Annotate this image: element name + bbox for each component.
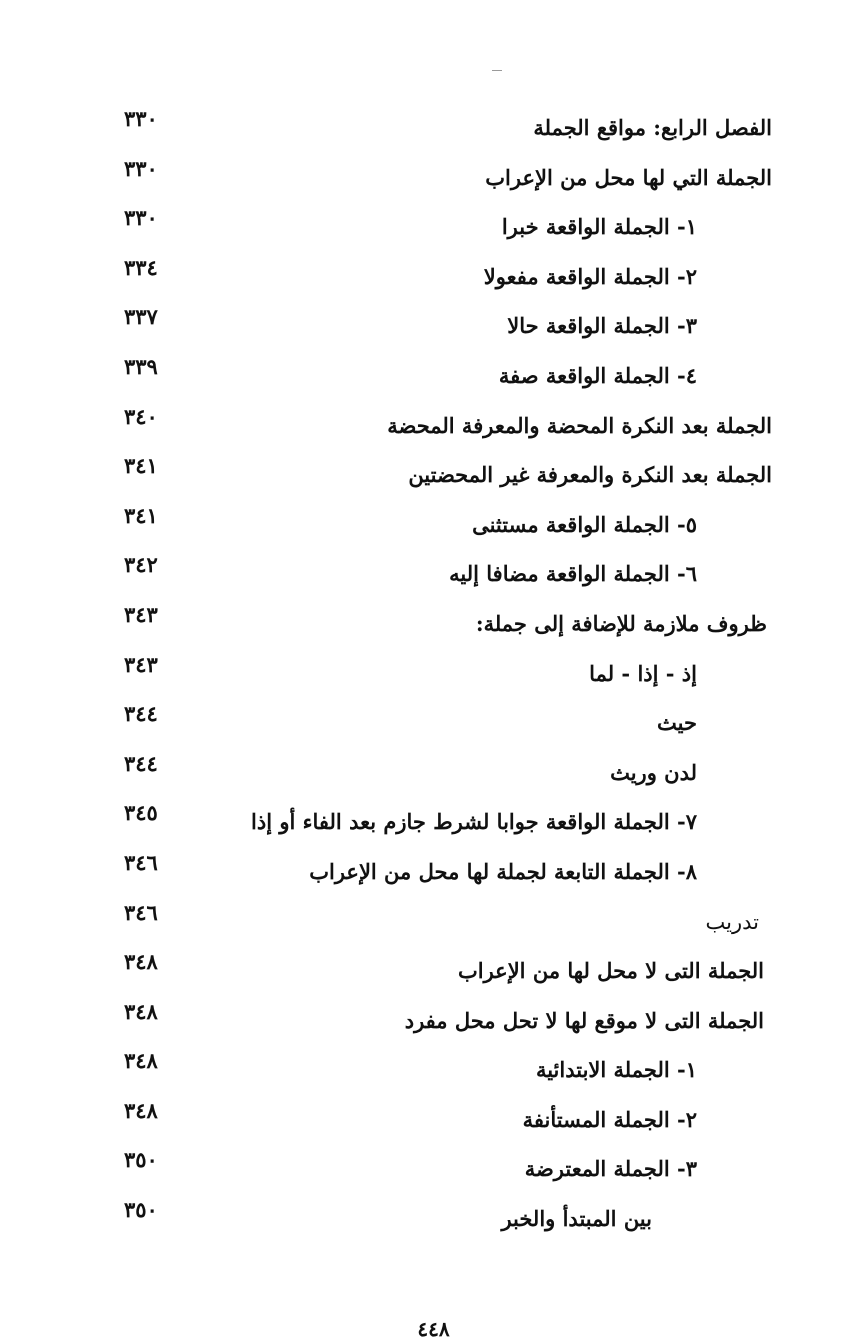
toc-entry-page: ٣٤٨ (124, 1097, 158, 1123)
toc-entry (0, 303, 867, 353)
toc-entry-title: ٣- الجملة المعترضة (524, 1156, 697, 1182)
toc-entry-title: بين المبتدأ والخبر (501, 1206, 652, 1232)
toc-entry-page: ٣٥٠ (124, 1147, 158, 1173)
toc-entry (0, 502, 867, 552)
toc-entry-page: ٣٤١ (124, 453, 158, 479)
toc-entry-page: ٣٤٠ (124, 403, 158, 429)
toc-entry-title: حيث (657, 710, 697, 736)
toc-entry-page: ٣٤٨ (124, 1048, 158, 1074)
toc-entry (0, 551, 867, 601)
toc-entry-page: ٣٤٢ (124, 552, 158, 578)
toc-entry-page: ٣٤٣ (124, 601, 158, 627)
toc-entry-page: ٣٤٤ (124, 750, 158, 776)
toc-entry-title: ٢- الجملة الواقعة مفعولا (483, 263, 697, 289)
toc-entry (0, 1097, 867, 1147)
toc-entry-title: إذ - إذا - لما (589, 660, 697, 686)
toc-entry (0, 601, 867, 651)
toc-entry (0, 651, 867, 701)
table-of-contents (0, 105, 867, 1246)
toc-entry-page: ٣٤٣ (124, 651, 158, 677)
toc-entry-title: ٣- الجملة الواقعة حالا (507, 313, 697, 339)
toc-entry (0, 155, 867, 205)
toc-entry-page: ٣٤٨ (124, 998, 158, 1024)
toc-entry (0, 204, 867, 254)
toc-entry (0, 1146, 867, 1196)
toc-entry-title: ٤- الجملة الواقعة صفة (498, 362, 697, 388)
toc-entry-page: ٣٤٤ (124, 701, 158, 727)
toc-entry (0, 750, 867, 800)
page-number: ٤٤٨ (417, 1317, 450, 1341)
toc-entry (0, 1196, 867, 1246)
toc-entry-title: الجملة بعد النكرة المحضة والمعرفة المحضة (387, 412, 772, 438)
toc-entry-title: الفصل الرابع: مواقع الجملة (533, 115, 772, 140)
toc-entry-title: ٦- الجملة الواقعة مضافا إليه (449, 561, 697, 587)
toc-entry-page: ٣٤٥ (124, 800, 158, 826)
toc-entry-page: ٣٤٦ (124, 899, 158, 925)
toc-entry-title: الجملة التى لا محل لها من الإعراب (457, 958, 764, 984)
toc-entry-page: ٣٤١ (124, 502, 158, 528)
toc-entry-page: ٣٣٩ (124, 353, 158, 379)
toc-entry-title: ٥- الجملة الواقعة مستثنى (472, 511, 697, 537)
toc-entry (0, 700, 867, 750)
toc-entry-page: ٣٣٧ (124, 304, 158, 330)
toc-entry-page: ٣٣٠ (124, 205, 158, 231)
print-speck (492, 70, 502, 71)
toc-entry-page: ٣٥٠ (124, 1197, 158, 1223)
toc-entry (0, 452, 867, 502)
toc-entry-title: ظروف ملازمة للإضافة إلى جملة: (475, 610, 767, 636)
toc-entry (0, 948, 867, 998)
toc-entry-title: ٧- الجملة الواقعة جوابا لشرط جازم بعد الفاء أو إذا (251, 809, 697, 835)
toc-entry (0, 353, 867, 403)
toc-entry (0, 998, 867, 1048)
toc-entry-page: ٣٤٦ (124, 849, 158, 875)
toc-entry-title: ١- الجملة الابتدائية (535, 1057, 697, 1083)
toc-entry-title: ٨- الجملة التابعة لجملة لها محل من الإعراب (309, 858, 697, 884)
toc-entry-page: ٣٤٨ (124, 949, 158, 975)
toc-entry (0, 403, 867, 453)
toc-entry-page: ٣٣٠ (124, 155, 158, 181)
toc-entry (0, 1047, 867, 1097)
toc-entry (0, 849, 867, 899)
toc-entry (0, 105, 867, 155)
toc-entry (0, 799, 867, 849)
toc-entry-title: الجملة التى لا موقع لها لا تحل محل مفرد (404, 1007, 764, 1033)
toc-entry-title: ١- الجملة الواقعة خبرا (501, 214, 697, 240)
toc-entry-title: ٢- الجملة المستأنفة (522, 1106, 697, 1132)
toc-entry-title: لدن وريث (610, 759, 697, 785)
toc-entry-page: ٣٣٠ (124, 106, 158, 131)
toc-entry-title: الجملة التي لها محل من الإعراب (485, 164, 772, 190)
toc-entry-title: الجملة بعد النكرة والمعرفة غير المحضتين (408, 462, 772, 488)
toc-entry-page: ٣٣٤ (124, 254, 158, 280)
toc-entry-title: تدريب (705, 909, 759, 934)
toc-entry (0, 254, 867, 304)
toc-entry (0, 899, 867, 949)
